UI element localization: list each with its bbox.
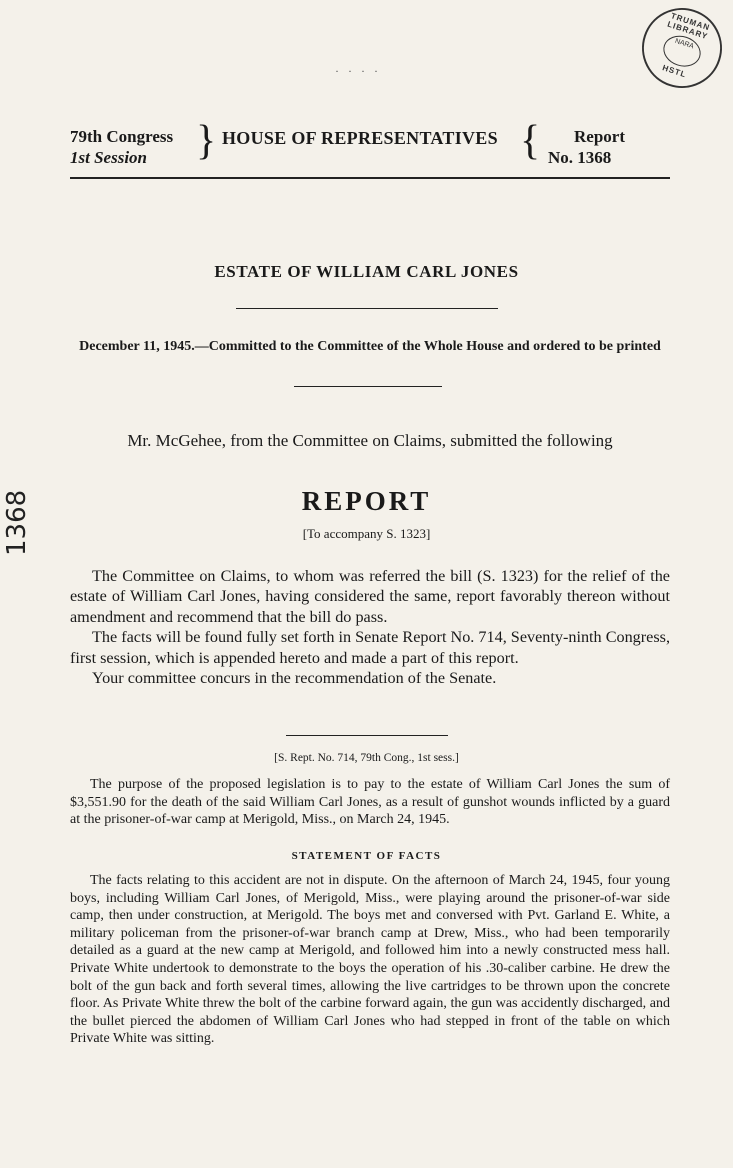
- senate-report-reference: [S. Rept. No. 714, 79th Cong., 1st sess.]: [274, 752, 459, 764]
- report-number: No. 1368: [548, 148, 612, 167]
- library-stamp: [632, 0, 733, 98]
- report-body: [70, 566, 670, 688]
- document-title: ESTATE OF WILLIAM CARL JONES: [214, 262, 519, 281]
- header-rule: [70, 177, 670, 179]
- accompany-note: [To accompany S. 1323]: [302, 526, 431, 541]
- report-label: Report: [574, 127, 625, 146]
- page-marks: · · · ·: [335, 64, 381, 78]
- stamp-top-text: TRUMAN LIBRARY: [666, 11, 712, 42]
- facts-paragraph: The facts relating to this accident are not in dispute. On the afternoon of March 24, 1945, four young boys, including William Carl Jones, of Merigold, Miss., were playing around the prisoner-of-war side camp, then under construction, at Merigold. The boys met and conversed with Pvt. Garland E. White, a military policeman from the prisoner-of-war branch camp at Drew, Miss., who had been temporarily detailed as a guard at the new camp at Merigold, and followed him into a newly constructed mess hall. Private White undertook to demonstrate to the boys the operation of his .30-caliber carbine. He drew the bolt of the gun back and forth several times, allowing the live cartridges to be thrown upon the concrete floor. As Private White threw the bolt of the carbine forward again, the gun was accidently discharged, and the bullet pierced the abdomen of William Carl Jones who had stepped in front of the table on which Private White was sitting.: [70, 873, 670, 1047]
- report-number-block: [548, 126, 625, 168]
- congress-session-block: [70, 126, 173, 168]
- report-heading: REPORT: [301, 486, 432, 516]
- body-rule: [286, 735, 448, 736]
- dated-line: December 11, 1945.—Committed to the Committee of the Whole House and ordered to be printed: [79, 339, 661, 354]
- congress-label: 79th Congress: [70, 127, 174, 146]
- stamp-bottom-text: HSTL: [661, 63, 688, 80]
- purpose-section: [70, 776, 670, 829]
- body-paragraph: Your committee concurs in the recommendation of the Senate.: [92, 669, 497, 688]
- session-label: 1st Session: [70, 148, 147, 167]
- right-brace: {: [520, 118, 541, 164]
- purpose-paragraph: The purpose of the proposed legislation is to pay to the estate of William Carl Jones the sum of $3,551.90 for the death of the said William Carl Jones, as a result of gunshot wounds inflicted by a guard at the prisoner-of-war camp at Merigold, Miss., on March 24, 1945.: [70, 777, 670, 828]
- body-paragraph: The Committee on Claims, to whom was referred the bill (S. 1323) for the relief of the estate of William Carl Jones, having considered the same, report favorably thereon without amendment and recommend that the bill do pass.: [70, 567, 670, 626]
- title-rule: [236, 308, 498, 309]
- stamp-inner-text: NARA: [659, 31, 704, 71]
- chamber-title: HOUSE OF REPRESENTATIVES: [222, 128, 498, 148]
- handwritten-margin-note: 1368: [2, 489, 32, 556]
- left-brace: }: [196, 118, 217, 164]
- statement-heading: STATEMENT OF FACTS: [291, 850, 442, 862]
- submitted-line: Mr. McGehee, from the Committee on Claims, submitted the following: [127, 431, 613, 450]
- dated-rule: [294, 386, 442, 387]
- body-paragraph: The facts will be found fully set forth in Senate Report No. 714, Seventy-ninth Congress, first session, which is appended hereto and made a part of this report.: [70, 628, 670, 667]
- facts-section: [70, 872, 670, 1048]
